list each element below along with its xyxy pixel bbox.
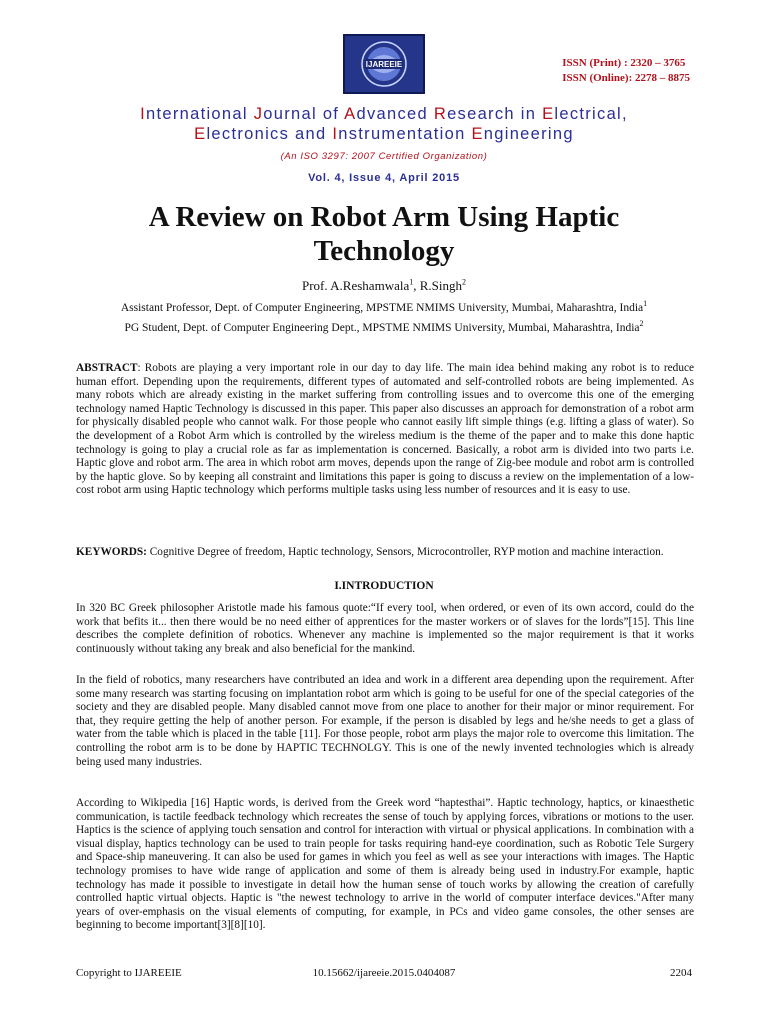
affiliation — [0, 299, 768, 314]
issn-block — [562, 56, 690, 86]
journal-word: nternational — [145, 105, 254, 123]
journal-initial: A — [344, 105, 357, 123]
author-name: Prof. A.Reshamwala — [302, 278, 410, 293]
section-heading: I.INTRODUCTION — [334, 580, 434, 592]
journal-initial: E — [194, 125, 207, 143]
page-number: 2204 — [670, 967, 692, 979]
author-name: R.Singh — [419, 278, 462, 293]
journal-initial: J — [253, 105, 264, 123]
affiliation-text: Assistant Professor, Dept. of Computer Engineering, MPSTME NMIMS University, Mumbai, Maharashtra, India — [120, 302, 644, 314]
journal-name — [0, 104, 768, 144]
keywords-label: KEYWORDS: — [76, 546, 147, 558]
abstract-label: ABSTRACT — [76, 362, 138, 374]
footer-copyright: Copyright to IJAREEIE — [76, 967, 182, 979]
journal-initial: E — [542, 105, 555, 123]
journal-name-line1 — [0, 104, 768, 124]
journal-word: dvanced — [356, 105, 434, 123]
journal-word: ournal of — [263, 105, 345, 123]
logo-emblem-icon — [345, 36, 423, 92]
journal-name-line2 — [0, 124, 768, 144]
volume-issue: Vol. 4, Issue 4, April 2015 — [308, 172, 460, 184]
abstract-text: : Robots are playing a very important role in our day to day life. The main idea behind making any robot is to reduce human effort. Depending upon the requirements, different types of automated and self-controlled robots are being implemented. As many robots which are already existing in the market suffering from controlling issues and to overcome this one of the emerging technology named Haptic Technology is discussed in this paper. This paper also discusses an approach for demonstration of a robot arm for physically disabled people who cannot walk. For those people who cannot easily lift simple things (e.g. lifting a glass of water). So the development of a Robot Arm which is controlled by the wireless medium is the theme of the paper and to make this done haptic technology is going to play a crucial role as far as implementation is concerned. Basically, a robot arm is divided into two parts i.e. Haptic glove and robot arm. The area in which robot arm moves, depends upon the range of Zig-bee module and robot arm is controlled by the haptic glove. So by keeping all constraint and limitations this paper is going to discuss a review on the implementation of a low-cost robot arm using Haptic technology which performs multiple tasks using less number of resources and it is easy to use. — [76, 362, 694, 497]
body-paragraph: In the field of robotics, many researchers have contributed an idea and work in a different area depending upon the requirement. After some many research was starting focusing on implantation robot arm which is going to be useful for one of the special categories of the society and they are disabled people. Many disabled cannot move from one place to another for their major or minor requirement. For that, they require getting the help of another person. For example, if the person is disabled by legs and he/she needs to get a glass of water from the table which is placed in the table [11]. For those people, robot arm plays the major role to overcome this limitation. The controlling the robot arm is to be done by HAPTIC TECHNOLGY. This is one of the newly invented technologies which is already being used many industries. — [76, 674, 694, 768]
journal-initial: I — [140, 105, 146, 123]
affiliation — [0, 319, 768, 334]
author-affiliation-marker: 1 — [409, 277, 414, 287]
journal-word: esearch in — [447, 105, 543, 123]
abstract — [76, 362, 694, 498]
author-affiliation-marker: 2 — [462, 277, 466, 287]
logo-text: IJAREEIE — [365, 60, 403, 69]
journal-word: ngineering — [483, 125, 574, 143]
journal-logo — [343, 34, 425, 94]
journal-word: nstrumentation — [338, 125, 472, 143]
paper-title: A Review on Robot Arm Using Haptic Technology — [148, 201, 620, 267]
iso-certification: (An ISO 3297: 2007 Certified Organization) — [280, 151, 488, 162]
journal-initial: E — [471, 125, 484, 143]
affiliation-text: PG Student, Dept. of Computer Engineering Dept., MPSTME NMIMS University, Mumbai, Maharashtra, India — [124, 322, 640, 334]
journal-initial: R — [433, 105, 448, 123]
affiliation-marker: 1 — [643, 299, 648, 309]
journal-initial: I — [332, 125, 339, 143]
affiliation-marker: 2 — [639, 319, 644, 329]
author-separator: , — [413, 278, 420, 293]
issn-online: ISSN (Online): 2278 – 8875 — [562, 72, 690, 84]
journal-word: lectronics and — [206, 125, 333, 143]
body-paragraph: In 320 BC Greek philosopher Aristotle made his famous quote:“If every tool, when ordered, or even of its own accord, could do the work that befits it... then there would be no need either of apprentices for the master workers or of slaves for the lords”[15]. This line describes the complete definition of robotics. Whenever any machine is implemented so the major requirement is that it works continuously without taking any break and also beneficial for the mankind. — [76, 602, 694, 655]
body-paragraph: According to Wikipedia [16] Haptic words, is derived from the Greek word “haptesthai”. Haptic technology, haptics, or kinaesthetic communication, is tactile feedback technology which recreates the sense of touch by applying forces, vibrations or motions to the user. Haptics is the science of applying touch sensation and control for interaction with virtual or physical applications. In combination with a visual display, haptics technology can be used to train people for tasks requiring hand-eye coordination, such as Robotic Tele Surgery and Space-ship maneuvering. It can also be used for games in which you feel as well as see your interactions with images. The Haptic technology promises to have wide range of application and some of them is already being used in industry.For example, haptic technology has made it possible to investigate in detail how the human sense of touch works by allowing the creation of carefully controlled haptic virtual objects. Haptic is "the newest technology to arrive in the world of computer interface devices."After many years of over-emphasis on the visual elements of computing, for example, in PCs and video game consoles, the other senses are beginning to become important[3][8][10]. — [76, 797, 694, 932]
keywords — [76, 546, 694, 560]
journal-word: lectrical, — [554, 105, 628, 123]
issn-print: ISSN (Print) : 2320 – 3765 — [562, 57, 686, 69]
keywords-text: Cognitive Degree of freedom, Haptic technology, Sensors, Microcontroller, RYP motion and machine interaction. — [146, 546, 664, 558]
author-line — [0, 278, 768, 294]
footer-doi: 10.15662/ijareeie.2015.0404087 — [312, 967, 456, 979]
